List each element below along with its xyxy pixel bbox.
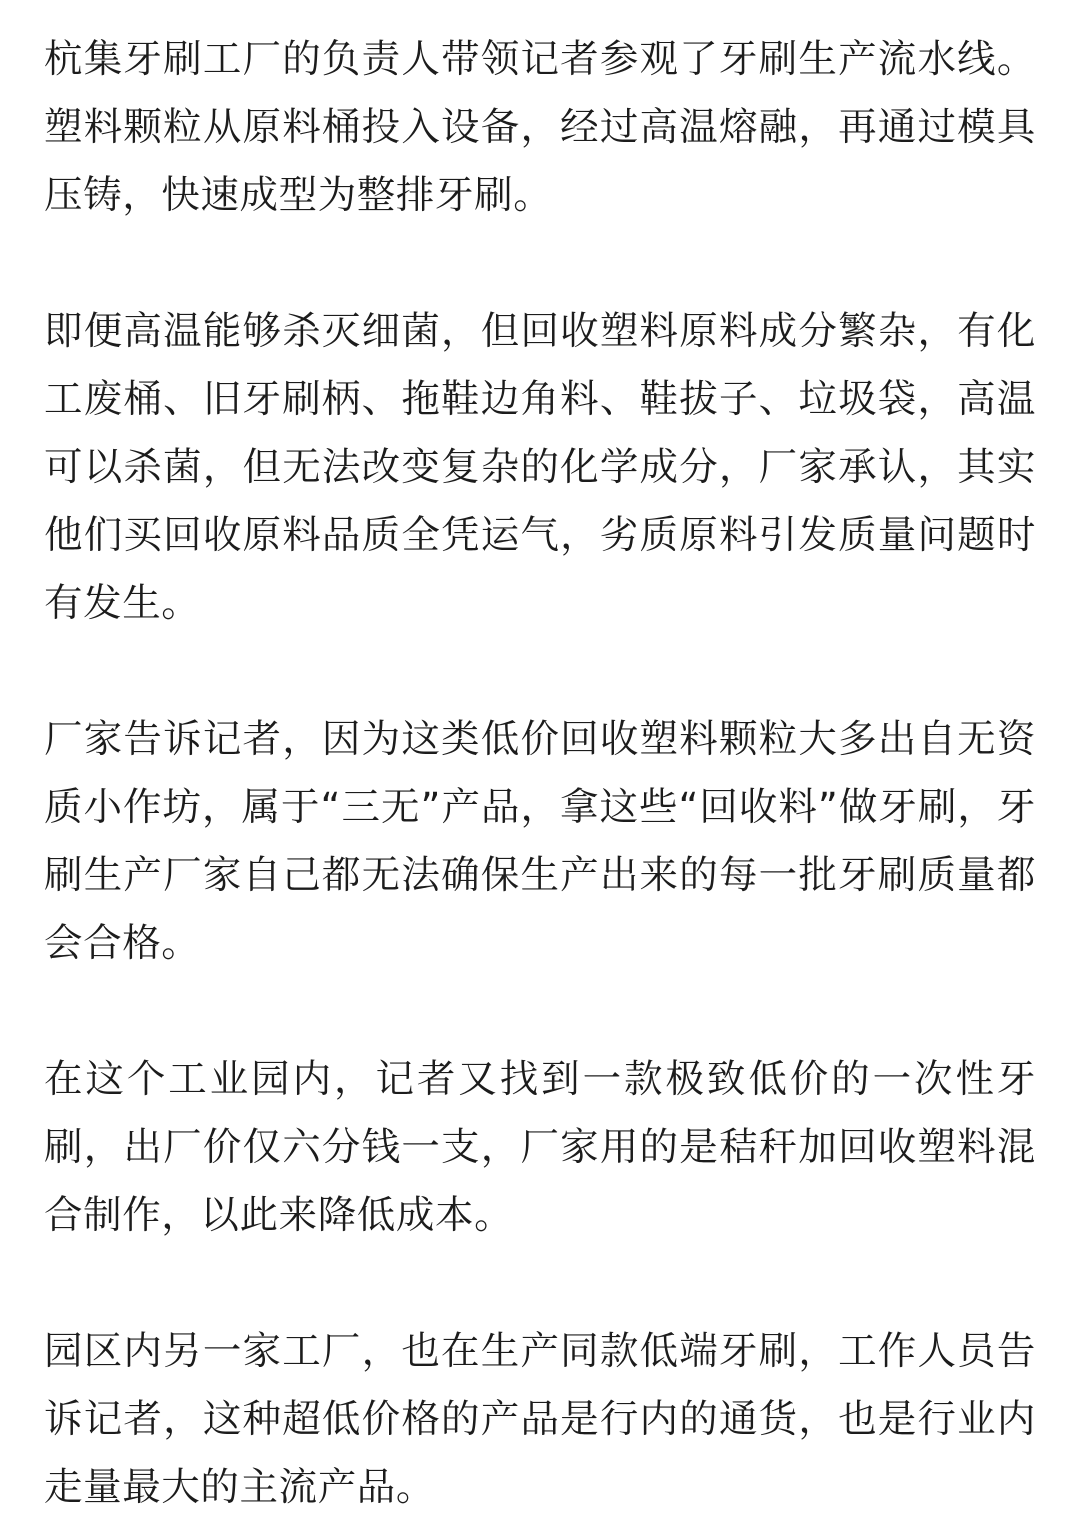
paragraph-raw-materials: 即便高温能够杀灭细菌，但回收塑料原料成分繁杂，有化工废桶、旧牙刷柄、拖鞋边角料、鞋拔子、垃圾袋，高温可以杀菌，但无法改变复杂的化学成分，厂家承认，其实他们买回收原料品质全凭运气，劣质原料引发质量问题时有发生。 (44, 309, 1036, 626)
paragraph-industry-mainstream: 园区内另一家工厂，也在生产同款低端牙刷，工作人员告诉记者，这种超低价格的产品是行内的通货，也是行业内走量最大的主流产品。 (44, 1329, 1036, 1510)
article-body (44, 26, 1036, 1522)
paragraph-production-line: 杭集牙刷工厂的负责人带领记者参观了牙刷生产流水线。塑料颗粒从原料桶投入设备，经过高温熔融，再通过模具压铸，快速成型为整排牙刷。 (44, 37, 1036, 218)
paragraph-low-price-toothbrush: 在这个工业园内，记者又找到一款极致低价的一次性牙刷，出厂价仅六分钱一支，厂家用的是秸秆加回收塑料混合制作，以此来降低成本。 (44, 1057, 1036, 1238)
paragraph-unqualified-workshops: 厂家告诉记者，因为这类低价回收塑料颗粒大多出自无资质小作坊，属于“三无”产品，拿这些“回收料”做牙刷，牙刷生产厂家自己都无法确保生产出来的每一批牙刷质量都会合格。 (44, 717, 1036, 966)
